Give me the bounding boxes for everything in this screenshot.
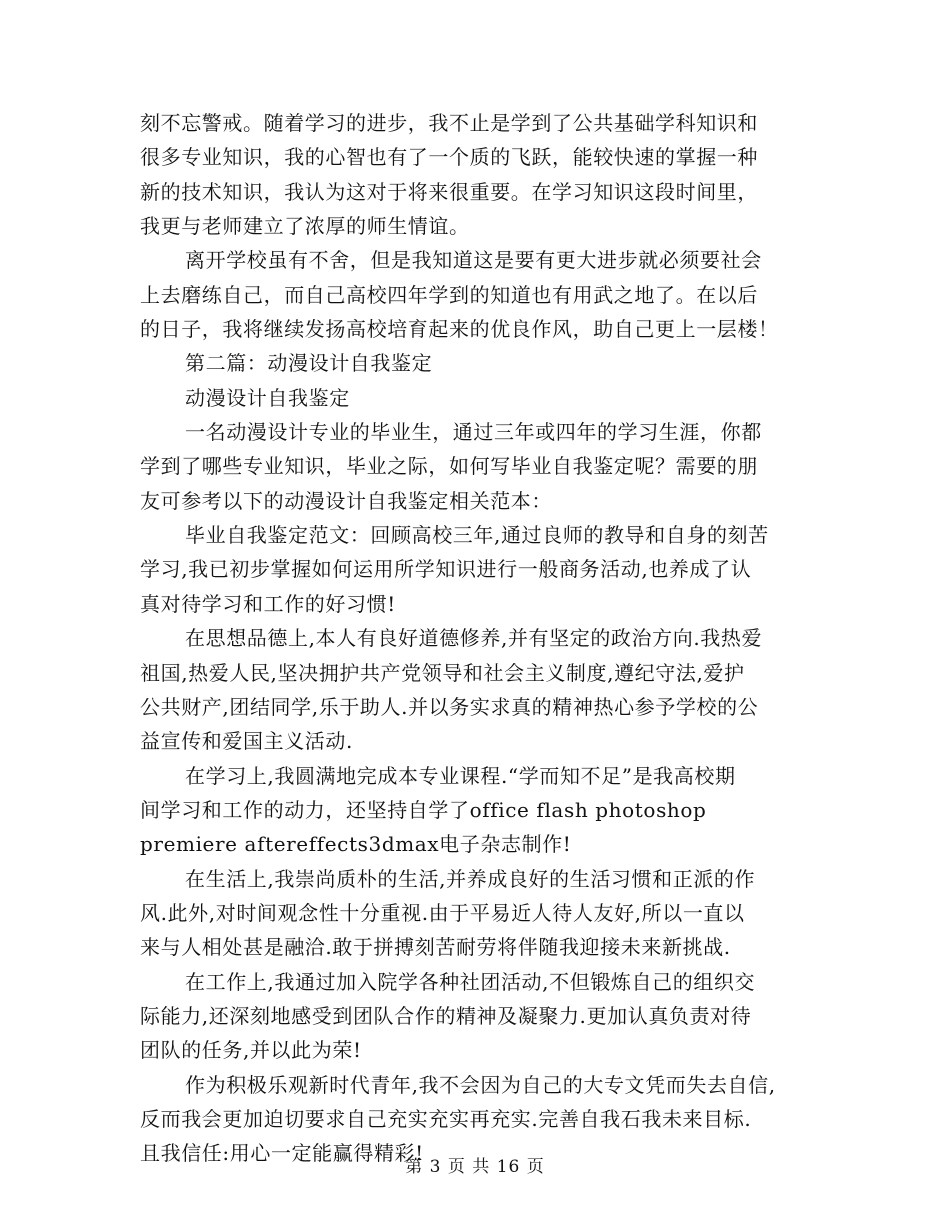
text-line: 毕业自我鉴定范文：回顾高校三年,通过良师的教导和自身的刻苦 [185,523,769,548]
text-line: 公共财产,团结同学,乐于助人.并以务实求真的精神热心参予学校的公 [140,694,759,719]
text-line: 在思想品德上,本人有良好道德修养,并有坚定的政治方向.我热爱 [185,626,763,651]
text-line: 学习,我已初步掌握如何运用所学知识进行一般商务活动,也养成了认 [140,557,752,582]
text-line: 刻不忘警戒。随着学习的进步，我不止是学到了公共基础学科知识和 [140,111,758,135]
text-line: 在工作上,我通过加入院学各种社团活动,不但锻炼自己的组织交 [185,969,756,994]
text-line: 益宣传和爱国主义活动. [140,729,353,754]
text-line: 上去磨练自己，而自己高校四年学到的知道也有用武之地了。在以后 [140,282,758,307]
text-line: 学到了哪些专业知识，毕业之际，如何写毕业自我鉴定呢？需要的朋 [140,454,758,479]
text-line: 友可参考以下的动漫设计自我鉴定相关范本： [140,488,552,513]
text-line: 动漫设计自我鉴定 [185,385,350,410]
text-line: 祖国,热爱人民,坚决拥护共产党领导和社会主义制度,遵纪守法,爱护 [140,660,745,685]
page-footer: 第 3 页 共 16 页 [405,1157,545,1177]
text-line: 间学习和工作的动力，还坚持自学了office flash photoshop [140,797,707,822]
text-line: premiere aftereffects3dmax电子杂志制作! [140,832,572,857]
text-line: 在学习上,我圆满地完成本专业课程.“学而知不足”是我高校期 [185,763,736,788]
text-line: 我更与老师建立了浓厚的师生情谊。 [140,214,470,239]
text-line: 第二篇：动漫设计自我鉴定 [185,351,433,376]
text-line: 来与人相处甚是融洽.敢于拼搏刻苦耐劳将伴随我迎接未来新挑战. [140,935,731,960]
document-body [140,106,820,1171]
text-line: 作为积极乐观新时代青年,我不会因为自己的大专文凭而失去自信, [185,1072,776,1097]
text-line: 真对待学习和工作的好习惯! [140,591,396,616]
text-line: 新的技术知识，我认为这对于将来很重要。在学习知识这段时间里， [140,179,758,204]
text-line: 在生活上,我崇尚质朴的生活,并养成良好的生活习惯和正派的作 [185,866,756,891]
text-line: 离开学校虽有不舍，但是我知道这是要有更大进步就必须要社会 [185,248,762,273]
text-line: 风.此外,对时间观念性十分重视.由于平易近人待人友好,所以一直以 [140,900,745,925]
text-line: 且我信任:用心一定能赢得精彩! [140,1141,424,1166]
text-line: 团队的任务,并以此为荣! [140,1038,362,1063]
text-line: 一名动漫设计专业的毕业生，通过三年或四年的学习生涯，你都 [185,420,762,445]
text-line: 际能力,还深刻地感受到团队合作的精神及凝聚力.更加认真负责对待 [140,1003,752,1028]
text-line: 很多专业知识，我的心智也有了一个质的飞跃，能较快速的掌握一种 [140,145,758,170]
text-line: 的日子，我将继续发扬高校培育起来的优良作风，助自己更上一层楼！ [140,317,779,342]
text-line: 反而我会更加迫切要求自己充实充实再充实.完善自我石我未来目标. [140,1106,752,1131]
